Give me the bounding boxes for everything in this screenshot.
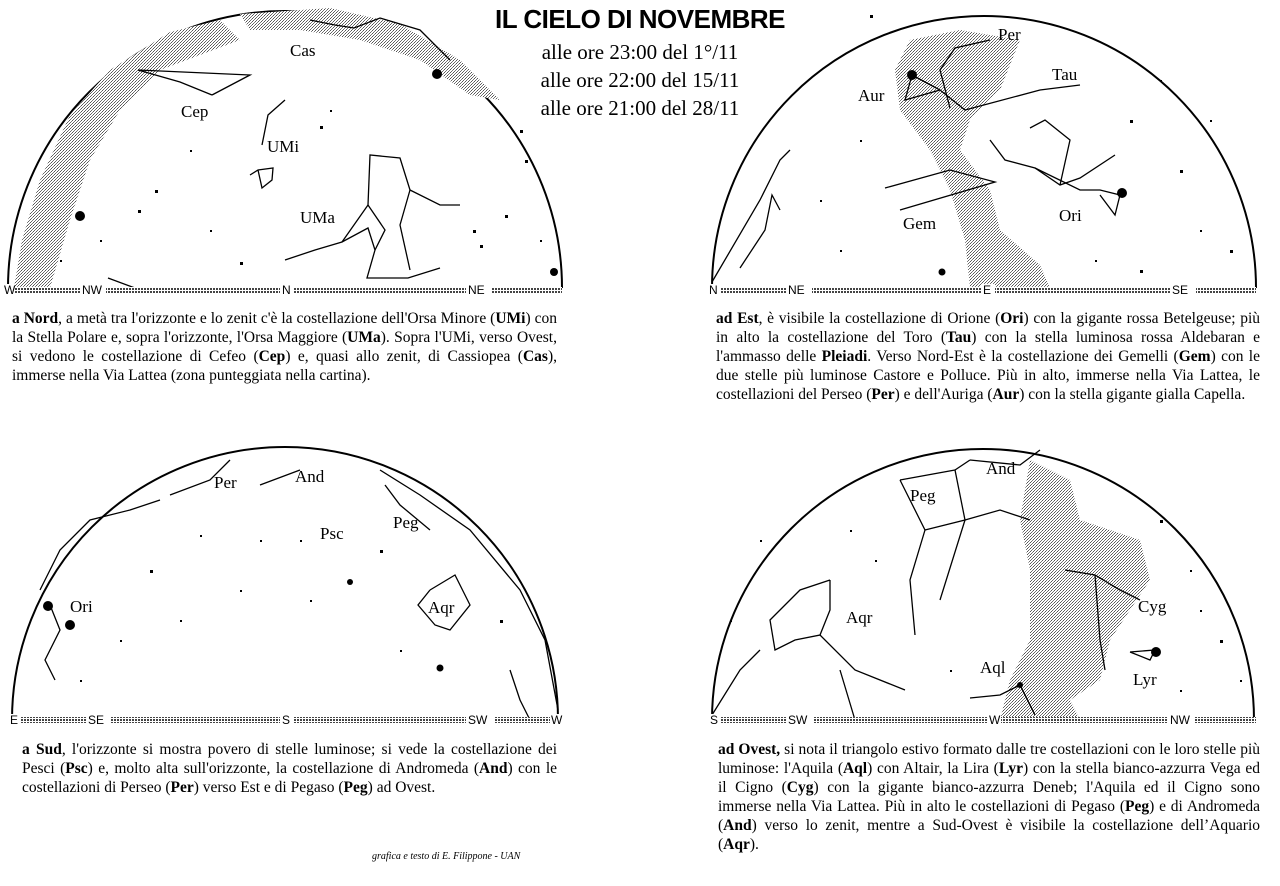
- text-run: . Verso Nord-Est è la costellazione dei Gemelli (: [867, 348, 1179, 365]
- text-run: Ori: [1000, 310, 1024, 327]
- text-run: Gem: [1178, 348, 1211, 365]
- horizon-ne: NE: [468, 283, 485, 297]
- text-run: Psc: [65, 760, 88, 777]
- text-run: ) con la stella bianco-azzurra Vega ed il Cigno (: [718, 760, 1261, 796]
- text-run: ) con la stella gigante gialla Capella.: [1019, 386, 1246, 403]
- horizon-nw: NW: [82, 283, 102, 297]
- text-run: ) con la gigante bianco-azzurra Deneb; l'Aquila ed il Cigno sono immerse nella Via Lattea. Più in alto le costellazioni di Pegaso (: [718, 779, 1260, 815]
- text-run: ) e dell'Auriga (: [894, 386, 993, 403]
- time-line-3: alle ore 21:00 del 28/11: [540, 96, 740, 120]
- west-description: [718, 740, 1260, 854]
- horizon-w: W: [4, 283, 16, 297]
- text-run: Per: [170, 779, 194, 796]
- text-run: Per: [871, 386, 895, 403]
- label-psc: Psc: [320, 524, 344, 543]
- text-run: ad Est: [716, 310, 759, 327]
- text-run: And: [479, 760, 508, 777]
- label-gem: Gem: [903, 214, 937, 233]
- label-cas: Cas: [290, 41, 316, 60]
- text-run: Aur: [992, 386, 1020, 403]
- label-peg: Peg: [910, 486, 936, 505]
- label-per: Per: [998, 25, 1021, 44]
- text-run: ). Sopra l'UMi, verso Ovest, si vedono le costellazione di Cefeo (: [12, 329, 557, 365]
- label-uma: UMa: [300, 208, 335, 227]
- label-and: And: [986, 459, 1016, 478]
- text-run: ) verso Est e di Pegaso (: [193, 779, 344, 796]
- time-line-1: alle ore 23:00 del 1°/11: [541, 40, 739, 64]
- south-sky-map: [0, 440, 570, 730]
- text-run: ad Ovest,: [718, 741, 781, 758]
- horizon-se: SE: [1172, 283, 1189, 297]
- text-run: Aql: [842, 760, 868, 777]
- north-description: [12, 309, 557, 385]
- horizon-n: N: [709, 283, 718, 297]
- text-run: Cep: [258, 348, 286, 365]
- label-and: And: [295, 467, 325, 486]
- text-run: , è visibile la costellazione di Orione (: [758, 310, 1001, 327]
- label-ori: Ori: [70, 597, 93, 616]
- text-run: ) con la stella luminosa rossa Aldebaran e l'ammasso delle: [716, 329, 1260, 365]
- text-run: , l'orizzonte si mostra povero di stelle luminose; si vede la costellazione dei Pesci (: [22, 741, 557, 777]
- label-tau: Tau: [1052, 65, 1078, 84]
- text-run: , a metà tra l'orizzonte e lo zenit c'è la costellazione dell'Orsa Minore (: [58, 310, 496, 327]
- east-description: [716, 309, 1260, 404]
- text-run: Tau: [945, 329, 972, 346]
- text-run: Peg: [1124, 798, 1150, 815]
- label-per: Per: [214, 473, 237, 492]
- label-aqr: Aqr: [428, 598, 455, 617]
- text-run: UMa: [347, 329, 381, 346]
- label-cyg: Cyg: [1138, 597, 1167, 616]
- text-run: ) e, molto alta sull'orizzonte, la costellazione di Andromeda (: [87, 760, 480, 777]
- label-aqr: Aqr: [846, 608, 873, 627]
- horizon-n: N: [282, 283, 291, 297]
- text-run: ) ad Ovest.: [367, 779, 436, 796]
- north-sky-map: [0, 0, 570, 300]
- text-run: Cas: [522, 348, 548, 365]
- text-run: Pleiadi: [821, 348, 868, 365]
- time-line-2: alle ore 22:00 del 15/11: [540, 68, 740, 92]
- label-aur: Aur: [858, 86, 885, 105]
- page-title: IL CIELO DI NOVEMBRE: [495, 4, 785, 34]
- horizon-nw: NW: [1170, 713, 1190, 727]
- horizon-e: E: [983, 283, 992, 297]
- text-run: ) verso lo zenit, mentre a Sud-Ovest è visibile la costellazione dell’Aquario (: [718, 817, 1260, 853]
- text-run: Aqr: [723, 836, 750, 853]
- text-run: ) con le costellazioni di Perseo (: [22, 760, 558, 796]
- text-run: ) con la Stella Polare e, sopra l'orizzonte, l'Orsa Maggiore (: [12, 310, 557, 346]
- text-run: ) con Altair, la Lira (: [867, 760, 999, 777]
- text-run: ) con le due stelle più luminose Castore e Polluce. Più in alto, immerse nella Via Lattea, le costellazioni del Perseo (: [716, 348, 1260, 403]
- horizon-s: S: [710, 713, 719, 727]
- text-run: Peg: [343, 779, 368, 796]
- label-umi: UMi: [267, 137, 300, 156]
- horizon-w: W: [551, 713, 563, 727]
- horizon-s: S: [282, 713, 291, 727]
- text-run: ) e di Andromeda (: [718, 798, 1260, 834]
- text-run: ).: [749, 836, 759, 853]
- label-peg: Peg: [393, 513, 419, 532]
- text-run: Cyg: [786, 779, 814, 796]
- south-description: [22, 740, 557, 797]
- text-run: a Nord: [12, 310, 59, 327]
- text-run: Lyr: [998, 760, 1023, 777]
- credit: grafica e testo di E. Filippone - UAN: [372, 851, 521, 862]
- horizon-sw: SW: [788, 713, 808, 727]
- label-aql: Aql: [980, 658, 1006, 677]
- label-ori: Ori: [1059, 206, 1082, 225]
- west-sky-map: [700, 440, 1280, 730]
- horizon-ne: NE: [788, 283, 805, 297]
- text-run: ), immerse nella Via Lattea (zona punteggiata nella cartina).: [12, 348, 557, 384]
- horizon-w: W: [989, 713, 1001, 727]
- label-cep: Cep: [181, 102, 209, 121]
- text-run: ) e, quasi allo zenit, di Cassiopea (: [285, 348, 523, 365]
- horizon-sw: SW: [468, 713, 488, 727]
- horizon-se: SE: [88, 713, 105, 727]
- text-run: And: [723, 817, 752, 834]
- east-sky-map: [700, 0, 1280, 300]
- label-lyr: Lyr: [1133, 670, 1157, 689]
- horizon-e: E: [10, 713, 19, 727]
- text-run: a Sud: [22, 741, 62, 758]
- text-run: si nota il triangolo estivo formato dalle tre costellazioni con le loro stelle più luminose: l'Aquila (: [718, 741, 1261, 777]
- text-run: UMi: [495, 310, 526, 327]
- text-run: ) con la gigante rossa Betelgeuse; più in alto la costellazione del Toro (: [716, 310, 1261, 346]
